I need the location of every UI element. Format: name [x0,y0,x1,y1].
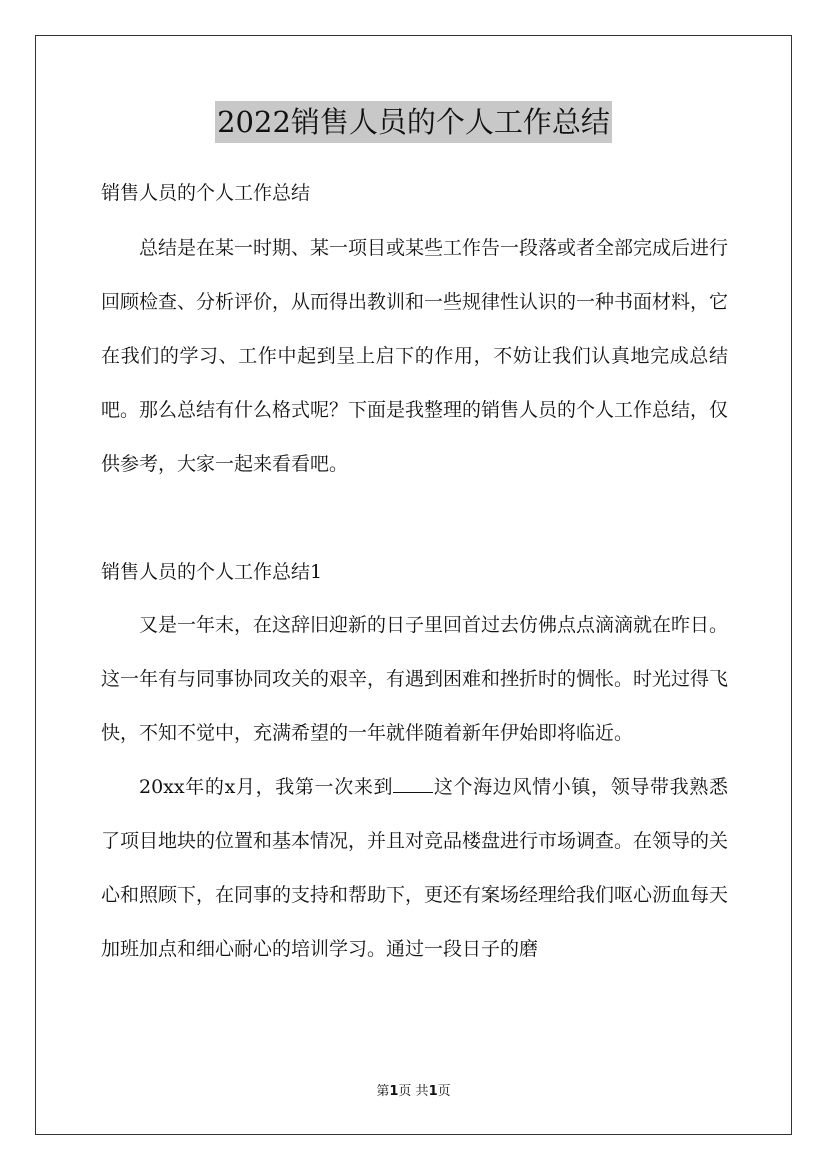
intro-paragraph-block [101,221,728,491]
section1-paragraph-2 [101,760,728,976]
intro-paragraph: 总结是在某一时期、某一项目或某些工作告一段落或者全部完成后进行回顾检查、分析评价，从而得出教训和一些规律性认识的一种书面材料，它在我们的学习、工作中起到呈上启下的作用，不妨让我们认真地完成总结吧。那么总结有什么格式呢？下面是我整理的销售人员的个人工作总结，仅供参考，大家一起来看看吧。 [101,237,729,475]
fill-in-blank [393,774,433,793]
document-title: 2022销售人员的个人工作总结 [215,101,612,143]
section1-paragraph-1: 又是一年末，在这辞旧迎新的日子里回首过去仿佛点点滴滴就在昨日。这一年有与同事协同攻关的艰辛，有遇到困难和挫折时的惆怅。时光过得飞快，不知不觉中，充满希望的一年就伴随着新年伊始即将临近。 [101,614,729,744]
footer-mid: 页 共 [398,1084,429,1099]
footer-suffix: 页 [437,1084,451,1099]
paragraph-2-lead-text: 20xx年的x月，我第一次来到 [139,776,394,798]
title-container [0,101,827,143]
section1-heading: 销售人员的个人工作总结1 [101,561,323,583]
page-footer [0,1083,827,1101]
footer-page-number: 1 [389,1084,399,1099]
paragraph-2-rest-text: 这个海边风情小镇，领导带我熟悉了项目地块的位置和基本情况，并且对竞品楼盘进行市场调查。在领导的关心和照顾下，在同事的支持和帮助下，更还有案场经理给我们呕心沥血每天加班加点和细心耐心的培训学习。通过一段日子的磨 [101,776,729,960]
footer-total-pages: 1 [428,1084,438,1099]
intro-heading: 销售人员的个人工作总结 [101,182,311,204]
footer-prefix: 第 [376,1084,390,1099]
section1-block [101,598,728,976]
